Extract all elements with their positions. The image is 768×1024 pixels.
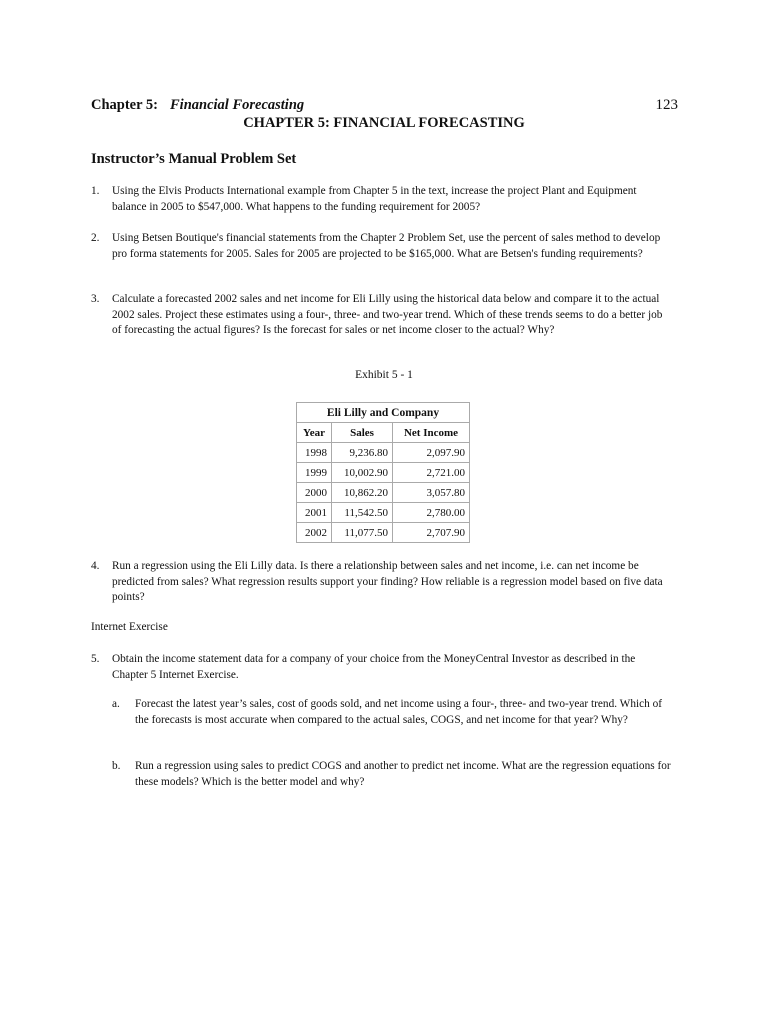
- question-text: Calculate a forecasted 2002 sales and net income for Eli Lilly using the historical data below and compare it to the actual 2002 sales. Project these estimates using a four-, three- and two-year trend. Which of these trends seems to do a better job of forecasting the actual figures? Is the forecast for sales or net income closer to the actual? Why?: [112, 293, 663, 336]
- subquestion-letter: a.: [112, 698, 120, 710]
- cell-sales: 10,002.90: [332, 463, 393, 483]
- table-row: [297, 523, 470, 543]
- column-header-year: Year: [297, 423, 332, 443]
- question-text: Run a regression using the Eli Lilly data. Is there a relationship between sales and net income, i.e. can net income be predicted from sales? What regression results support your finding? How reliable is a regression model based on five data points?: [112, 560, 663, 603]
- cell-year: 1999: [297, 463, 332, 483]
- question-number: 1.: [91, 185, 100, 197]
- cell-sales: 9,236.80: [332, 443, 393, 463]
- cell-net-income: 2,707.90: [393, 523, 470, 543]
- running-header: [91, 97, 304, 114]
- eli-lilly-table: [296, 402, 470, 543]
- question-text: Using Betsen Boutique's financial statements from the Chapter 2 Problem Set, use the percent of sales method to develop pro forma statements for 2005. Sales for 2005 are projected to be $165,000. What are Betsen's funding requirements?: [112, 232, 661, 260]
- question-number: 3.: [91, 293, 100, 305]
- cell-net-income: 2,780.00: [393, 503, 470, 523]
- internet-exercise-heading: Internet Exercise: [91, 621, 168, 633]
- table-row: [297, 503, 470, 523]
- question-text: Using the Elvis Products International example from Chapter 5 in the text, increase the project Plant and Equipment balance in 2005 to $547,000. What happens to the funding requirement for 2005?: [112, 185, 637, 213]
- column-header-net-income: Net Income: [393, 423, 470, 443]
- chapter-title: CHAPTER 5: FINANCIAL FORECASTING: [243, 115, 525, 131]
- cell-sales: 10,862.20: [332, 483, 393, 503]
- column-header-sales: Sales: [332, 423, 393, 443]
- header-topic: Financial Forecasting: [170, 97, 305, 113]
- cell-sales: 11,542.50: [332, 503, 393, 523]
- subquestion-text: Run a regression using sales to predict COGS and another to predict net income. What are the regression equations for these models? Which is the better model and why?: [135, 760, 671, 788]
- question-text: Obtain the income statement data for a company of your choice from the MoneyCentral Investor as described in the Chapter 5 Internet Exercise.: [112, 653, 636, 681]
- cell-sales: 11,077.50: [332, 523, 393, 543]
- table-header-row: [297, 423, 470, 443]
- cell-net-income: 3,057.80: [393, 483, 470, 503]
- cell-net-income: 2,721.00: [393, 463, 470, 483]
- cell-net-income: 2,097.90: [393, 443, 470, 463]
- table-row: [297, 463, 470, 483]
- question-number: 4.: [91, 560, 100, 572]
- cell-year: 2002: [297, 523, 332, 543]
- cell-year: 1998: [297, 443, 332, 463]
- question-number: 2.: [91, 232, 100, 244]
- exhibit-label: Exhibit 5 - 1: [355, 369, 413, 381]
- cell-year: 2001: [297, 503, 332, 523]
- table-caption: Eli Lilly and Company: [297, 403, 470, 423]
- problem-set-title: Instructor’s Manual Problem Set: [91, 151, 297, 167]
- table-row: [297, 483, 470, 503]
- subquestion-text: Forecast the latest year’s sales, cost of goods sold, and net income using a four-, three- and two-year trend. Which of the forecasts is most accurate when compared to the actual sales, COGS, and net income for that year? Why?: [135, 698, 663, 726]
- table-row: [297, 443, 470, 463]
- cell-year: 2000: [297, 483, 332, 503]
- header-chapter: Chapter 5:: [91, 97, 158, 113]
- question-number: 5.: [91, 653, 100, 665]
- page-number: 123: [655, 97, 678, 113]
- subquestion-letter: b.: [112, 760, 121, 772]
